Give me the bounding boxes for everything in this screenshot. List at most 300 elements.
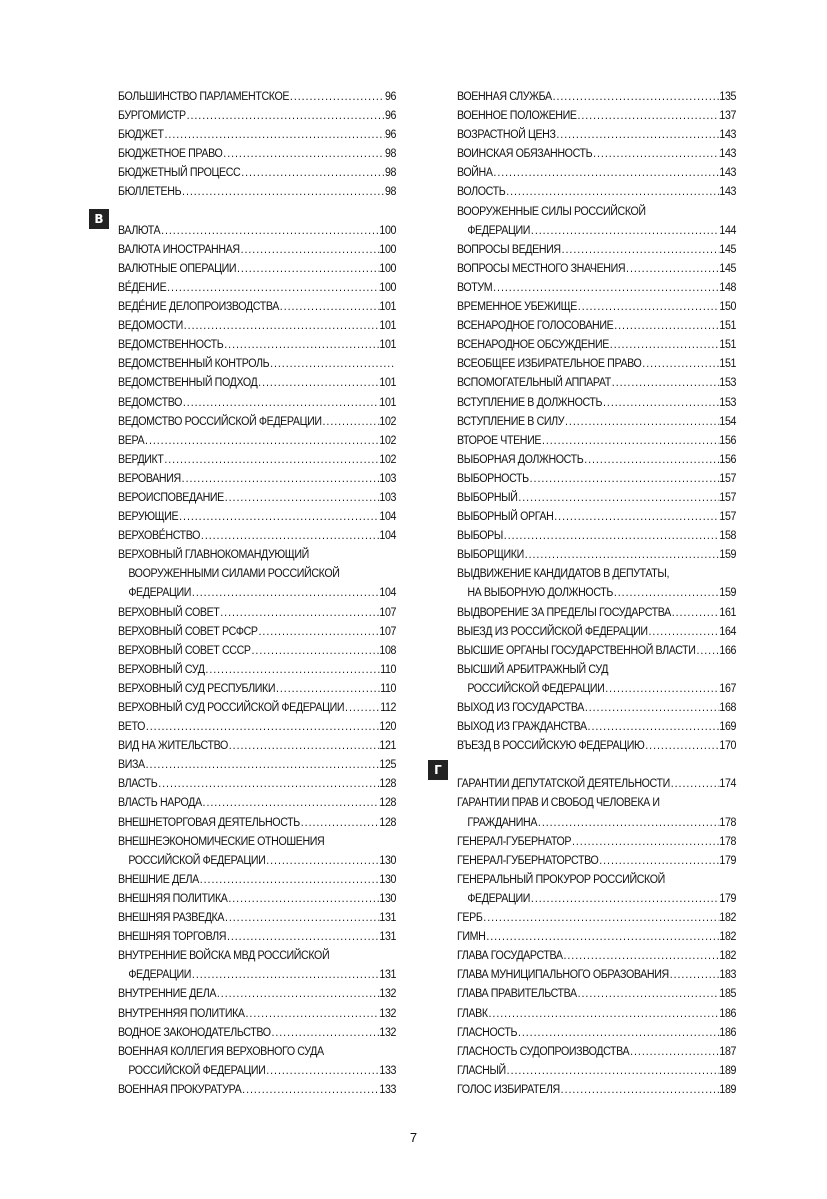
dot-leader [564, 412, 719, 431]
dot-leader [492, 278, 719, 297]
index-entry [457, 889, 736, 908]
index-entry [457, 431, 736, 450]
index-page-number: 132 [379, 986, 397, 1001]
index-entry [457, 373, 736, 392]
index-term: ВНУТРЕННИЕ ВОЙСКА МВД РОССИЙСКОЙ [118, 948, 330, 963]
dot-leader [181, 182, 385, 201]
index-term: ВТОРОЕ ЧТЕНИЕ [457, 432, 542, 447]
index-term: ВНЕШНЕТОРГОВАЯ ДЕЯТЕЛЬНОСТЬ [118, 814, 300, 829]
dot-leader [611, 373, 719, 392]
index-term: ВОЕННОЕ ПОЛОЖЕНИЕ [457, 108, 577, 123]
index-term: ВОПРОСЫ ВЕДЕНИЯ [457, 241, 561, 256]
index-page-number: 133 [379, 1081, 397, 1096]
index-column-left [118, 87, 396, 1099]
dot-leader [157, 774, 379, 793]
dot-leader [216, 984, 379, 1003]
index-page-number: 182 [719, 910, 737, 925]
index-page-number: 166 [719, 642, 737, 657]
index-term: ВАЛЮТНЫЕ ОПЕРАЦИИ [118, 260, 237, 275]
index-term: ВОЗРАСТНОЙ ЦЕНЗ [457, 127, 556, 142]
dot-leader [275, 679, 380, 698]
index-page-number: 132 [379, 1005, 397, 1020]
index-term: ВОЕННАЯ КОЛЛЕГИЯ ВЕРХОВНОГО СУДА [118, 1043, 324, 1058]
dot-leader [518, 488, 720, 507]
dot-leader [145, 717, 379, 736]
dot-leader [537, 813, 719, 832]
index-entry [118, 144, 396, 163]
index-page-number: 145 [719, 260, 737, 275]
index-entry [118, 297, 396, 316]
dot-leader [199, 870, 380, 889]
dot-leader [219, 603, 379, 622]
index-entry [457, 927, 736, 946]
index-term: ФЕДЕРАЦИИ [128, 585, 192, 600]
index-entry [118, 545, 396, 564]
index-term: ВЕРХОВНЫЙ СУД РОССИЙСКОЙ ФЕДЕРАЦИИ [118, 700, 345, 714]
index-entry [457, 202, 736, 221]
index-page-number: 104 [379, 585, 397, 600]
dot-leader [223, 335, 379, 354]
index-term: ГАРАНТИИ ДЕПУТАТСКОЙ ДЕЯТЕЛЬНОСТИ [457, 776, 670, 791]
dot-leader [530, 889, 719, 908]
index-page-number: 186 [719, 1024, 737, 1039]
index-page-number: 112 [380, 700, 397, 714]
index-entry [118, 564, 396, 583]
index-page-number: 108 [379, 642, 397, 657]
index-term: ФЕДЕРАЦИИ [128, 967, 192, 982]
dot-leader [144, 431, 379, 450]
index-term: ВСЕНАРОДНОЕ ГОЛОСОВАНИЕ [457, 318, 614, 333]
index-term: ВЕРУЮЩИЕ [118, 509, 179, 524]
index-page-number: 101 [379, 375, 397, 390]
index-term: ВАЛЮТА [118, 222, 161, 237]
index-page-number: 135 [719, 89, 737, 103]
dot-leader [592, 144, 719, 163]
dot-leader [609, 335, 719, 354]
dot-leader [186, 106, 385, 125]
index-entry [457, 450, 736, 469]
index-page-number: 144 [719, 222, 737, 237]
index-term: ГЕНЕРАЛ-ГУБЕРНАТОР [457, 833, 572, 848]
index-page-number: 161 [719, 604, 737, 619]
index-entry [457, 832, 736, 851]
index-entry [118, 87, 396, 106]
index-entry [457, 736, 736, 755]
index-entry [457, 316, 736, 335]
dot-leader [552, 87, 720, 106]
index-term: ВНЕШНЕЭКОНОМИЧЕСКИЕ ОТНОШЕНИЯ [118, 833, 325, 848]
dot-leader [583, 450, 719, 469]
index-entry [118, 793, 396, 812]
index-page-number: 187 [719, 1043, 737, 1058]
index-entry [457, 221, 736, 240]
index-term: ВСТУПЛЕНИЕ В ДОЛЖНОСТЬ [457, 394, 603, 409]
index-page-number: 96 [384, 89, 397, 103]
index-page-number: 148 [719, 279, 737, 294]
dot-leader [670, 774, 720, 793]
index-page-number: 189 [719, 1081, 737, 1096]
index-term: ВЕРХОВЕ́НСТВО [118, 528, 201, 543]
index-entry [457, 393, 736, 412]
index-term: ВСТУПЛЕНИЕ В СИЛУ [457, 413, 565, 428]
index-term: ВЪЕЗД В РОССИЙСКУЮ ФЕДЕРАЦИЮ [457, 738, 645, 753]
index-page-number: 164 [719, 623, 737, 638]
dot-leader [257, 373, 379, 392]
index-entry [457, 698, 736, 717]
dot-leader [648, 622, 720, 641]
index-entry [118, 431, 396, 450]
section-gap [118, 202, 396, 221]
index-term: ВЕДОМСТВЕННОСТЬ [118, 337, 224, 352]
index-term: ВЛАСТЬ НАРОДА [118, 795, 202, 810]
index-term: БЮЛЛЕТЕНЬ [118, 184, 182, 199]
index-entry [457, 813, 736, 832]
index-term: ВЕДОМСТВЕННЫЙ КОНТРОЛЬ [118, 356, 270, 371]
index-term: ВЕДОМСТВЕННЫЙ ПОДХОД [118, 375, 258, 390]
index-entry [457, 1004, 736, 1023]
index-term: ВНЕШНИЕ ДЕЛА [118, 871, 199, 886]
index-entry [118, 393, 396, 412]
dot-leader [240, 240, 380, 259]
index-page-number: 158 [719, 528, 737, 543]
index-entry [118, 316, 396, 335]
dot-leader [160, 221, 379, 240]
index-entry [457, 278, 736, 297]
dot-leader [613, 583, 719, 602]
index-term: РОССИЙСКОЙ ФЕДЕРАЦИИ [128, 852, 266, 867]
index-page-number: 103 [379, 470, 397, 485]
index-entry [118, 984, 396, 1003]
index-entry [457, 545, 736, 564]
index-page-number: 150 [719, 299, 737, 314]
index-term: ВСПОМОГАТЕЛЬНЫЙ АППАРАТ [457, 375, 611, 390]
dot-leader [577, 297, 719, 316]
index-term: БЮДЖЕТНЫЙ ПРОЦЕСС [118, 165, 241, 180]
index-term: ВЕ́ДЕНИЕ [118, 279, 167, 294]
index-page-number: 100 [379, 279, 397, 294]
index-entry [118, 603, 396, 622]
index-page-number: 151 [719, 356, 737, 371]
index-entry [457, 182, 736, 201]
index-term: ВИЗА [118, 757, 145, 772]
index-entry [457, 622, 736, 641]
index-entry [457, 240, 736, 259]
index-term: ВЕДОМСТВО [118, 394, 183, 409]
index-term: ВОДНОЕ ЗАКОНОДАТЕЛЬСТВО [118, 1024, 271, 1039]
dot-leader [503, 526, 719, 545]
index-entry [118, 583, 396, 602]
index-page-number: 179 [719, 890, 737, 905]
index-entry [118, 354, 396, 373]
index-entry [118, 259, 396, 278]
index-column-right [457, 87, 736, 1099]
index-term: ВЕДОМОСТИ [118, 318, 183, 333]
index-term: ВЫБОРНАЯ ДОЛЖНОСТЬ [457, 451, 584, 466]
index-term: ВНЕШНЯЯ ТОРГОВЛЯ [118, 929, 227, 944]
dot-leader [629, 1042, 719, 1061]
index-page-number: 131 [379, 967, 397, 982]
index-term: ГЕНЕРАЛЬНЫЙ ПРОКУРОР РОССИЙСКОЙ [457, 871, 665, 886]
index-term: БЮДЖЕТНОЕ ПРАВО [118, 146, 223, 161]
dot-leader [322, 412, 380, 431]
index-entry [457, 851, 736, 870]
section-letter-v: В [89, 209, 109, 229]
index-page-number: 110 [380, 680, 397, 695]
index-entry [118, 182, 396, 201]
index-entry [118, 660, 396, 679]
dot-leader [200, 526, 379, 545]
index-entry [457, 1080, 736, 1099]
index-page-number: 128 [379, 776, 397, 791]
index-page-number: 189 [719, 1062, 737, 1077]
dot-leader [541, 431, 719, 450]
index-term: ВЫБОРЩИКИ [457, 547, 524, 562]
dot-leader [240, 163, 385, 182]
index-entry [118, 488, 396, 507]
index-term: БЮДЖЕТ [118, 127, 164, 142]
index-page-number: 125 [379, 757, 397, 772]
index-entry [118, 507, 396, 526]
index-term: ВЫДВОРЕНИЕ ЗА ПРЕДЕЛЫ ГОСУДАРСТВА [457, 604, 671, 619]
index-entry [457, 660, 736, 679]
dot-leader [191, 965, 379, 984]
index-term: ВЕРХОВНЫЙ ГЛАВНОКОМАНДУЮЩИЙ [118, 547, 309, 562]
dot-leader [300, 813, 380, 832]
index-term: ВЕДОМСТВО РОССИЙСКОЙ ФЕДЕРАЦИИ [118, 413, 322, 428]
index-page-number: 174 [719, 776, 737, 791]
index-term: ВЕРХОВНЫЙ СОВЕТ [118, 604, 220, 619]
index-term: ВЫБОРНЫЙ [457, 489, 518, 504]
index-entry [118, 717, 396, 736]
index-term: ВОЕННАЯ СЛУЖБА [457, 89, 552, 103]
dot-leader [265, 851, 379, 870]
dot-leader [530, 221, 719, 240]
index-page-number: 98 [384, 184, 397, 199]
index-page-number: 98 [384, 165, 397, 180]
index-page-number: 102 [379, 413, 397, 428]
index-term: ВАЛЮТА ИНОСТРАННАЯ [118, 241, 240, 256]
index-term: ГЛАВК [457, 1005, 488, 1020]
index-page-number: 110 [380, 661, 397, 676]
index-page-number: 145 [719, 241, 737, 256]
index-entry [118, 163, 396, 182]
index-term: ГЛАВА МУНИЦИПАЛЬНОГО ОБРАЗОВАНИЯ [457, 967, 669, 982]
index-page-number: 186 [719, 1005, 737, 1020]
index-entry [457, 984, 736, 1003]
dot-leader [245, 1004, 380, 1023]
index-page-number: 107 [379, 604, 397, 619]
index-entry [118, 412, 396, 431]
index-term: ВСЕОБЩЕЕ ИЗБИРАТЕЛЬНОЕ ПРАВО [457, 356, 642, 371]
dot-leader [644, 736, 719, 755]
index-page-number: 182 [719, 929, 737, 944]
index-page-number: 133 [379, 1062, 397, 1077]
index-term: ВЕРХОВНЫЙ СУД [118, 661, 205, 676]
index-term: ГЕРБ [457, 910, 483, 925]
index-entry [457, 1042, 736, 1061]
dot-leader [671, 603, 720, 622]
index-entry [118, 221, 396, 240]
index-entry [457, 507, 736, 526]
index-entry [118, 450, 396, 469]
index-term: ВЫСШИЙ АРБИТРАЖНЫЙ СУД [457, 661, 609, 676]
index-term: РОССИЙСКОЙ ФЕДЕРАЦИИ [128, 1062, 266, 1077]
dot-leader [205, 660, 381, 679]
index-page-number: 156 [719, 432, 737, 447]
index-entry [118, 889, 396, 908]
index-entry [457, 259, 736, 278]
index-term: ГАРАНТИИ ПРАВ И СВОБОД ЧЕЛОВЕКА И [457, 795, 660, 810]
index-term: ВИД НА ЖИТЕЛЬСТВО [118, 738, 228, 753]
dot-leader [163, 450, 379, 469]
index-term: ГЛАВА ГОСУДАРСТВА [457, 948, 563, 963]
index-page-number: 128 [379, 814, 397, 829]
dot-leader [228, 889, 380, 908]
index-page-number: 104 [379, 528, 397, 543]
index-term: ВООРУЖЕННЫМИ СИЛАМИ РОССИЙСКОЙ [128, 566, 340, 581]
index-page-number: 104 [379, 509, 397, 524]
dot-leader [181, 469, 380, 488]
dot-leader [571, 832, 719, 851]
index-entry [118, 641, 396, 660]
index-page-number: 120 [379, 719, 397, 734]
index-term: ВРЕМЕННОЕ УБЕЖИЩЕ [457, 299, 577, 314]
dot-leader [178, 507, 379, 526]
index-entry [118, 813, 396, 832]
index-page-number: 102 [379, 432, 397, 447]
dot-leader [577, 984, 720, 1003]
index-page-number: 101 [379, 337, 397, 352]
index-entry [118, 526, 396, 545]
index-term: ГЛАСНОСТЬ [457, 1024, 518, 1039]
index-page-number: 98 [384, 146, 397, 161]
index-term: ВЫЕЗД ИЗ РОССИЙСКОЙ ФЕДЕРАЦИИ [457, 623, 648, 638]
index-page-number: 121 [379, 738, 397, 753]
dot-leader [164, 125, 385, 144]
index-page-number: 102 [379, 451, 397, 466]
index-entry [118, 832, 396, 851]
index-entry [457, 564, 736, 583]
dot-leader [258, 622, 380, 641]
index-term: ГИМН [457, 929, 486, 944]
index-entry [118, 965, 396, 984]
page-number: 7 [409, 1130, 418, 1145]
index-page-number: 168 [719, 700, 737, 714]
index-term: ВСЕНАРОДНОЕ ОБСУЖДЕНИЕ [457, 337, 609, 352]
index-page-number: 153 [719, 375, 737, 390]
index-entry [118, 1023, 396, 1042]
index-page-number: 100 [379, 260, 397, 275]
index-entry [457, 488, 736, 507]
index-page-number: 96 [384, 108, 397, 123]
index-page-number: 156 [719, 451, 737, 466]
index-page-number: 128 [379, 795, 397, 810]
index-term: ВОТУМ [457, 279, 493, 294]
index-page-number: 169 [719, 719, 737, 734]
index-term: ВЕРА [118, 432, 145, 447]
dot-leader [488, 1004, 720, 1023]
index-term: ВОПРОСЫ МЕСТНОГО ЗНАЧЕНИЯ [457, 260, 626, 275]
index-page-number: 178 [719, 833, 737, 848]
index-entry [457, 335, 736, 354]
index-entry [118, 679, 396, 698]
dot-leader [577, 106, 720, 125]
index-term: БУРГОМИСТР [118, 108, 186, 123]
index-page-number: 132 [379, 1024, 397, 1039]
dot-leader [191, 583, 379, 602]
index-entry [457, 717, 736, 736]
index-term: ВЫСШИЕ ОРГАНЫ ГОСУДАРСТВЕННОЙ ВЛАСТИ [457, 642, 696, 657]
index-entry [118, 1080, 396, 1099]
dot-leader [279, 297, 379, 316]
index-page-number: 143 [719, 184, 737, 199]
index-term: ВОЙНА [457, 165, 493, 180]
index-entry [118, 870, 396, 889]
index-term: ВЫБОРНЫЙ ОРГАН [457, 509, 554, 524]
index-term: ВНЕШНЯЯ РАЗВЕДКА [118, 910, 225, 925]
index-term: ВЫБОРНОСТЬ [457, 470, 529, 485]
dot-leader [696, 641, 720, 660]
index-term: ВНУТРЕННИЕ ДЕЛА [118, 986, 217, 1001]
index-term: ВЕДЕ́НИЕ ДЕЛОПРОИЗВОДСТВА [118, 299, 279, 314]
index-term: ВЛАСТЬ [118, 776, 158, 791]
index-entry [457, 870, 736, 889]
index-page-number: 100 [379, 222, 397, 237]
index-page-number: 185 [719, 986, 737, 1001]
index-entry [457, 1061, 736, 1080]
index-entry [457, 965, 736, 984]
index-entry [457, 679, 736, 698]
index-entry [118, 106, 396, 125]
dot-leader [556, 125, 720, 144]
dot-leader [182, 393, 379, 412]
index-entry [118, 622, 396, 641]
dot-leader [625, 259, 719, 278]
index-entry [118, 335, 396, 354]
dot-leader [344, 698, 380, 717]
index-term: ВЫДВИЖЕНИЕ КАНДИДАТОВ В ДЕПУТАТЫ, [457, 566, 670, 581]
index-term: ГЕНЕРАЛ-ГУБЕРНАТОРСТВО [457, 852, 599, 867]
index-term: ВНУТРЕННЯЯ ПОЛИТИКА [118, 1005, 245, 1020]
index-page-number: 101 [379, 394, 397, 409]
dot-leader [236, 259, 379, 278]
index-entry [457, 87, 736, 106]
dot-leader [166, 278, 379, 297]
index-term: ВОИНСКАЯ ОБЯЗАННОСТЬ [457, 146, 593, 161]
index-entry [457, 412, 736, 431]
dot-leader [493, 163, 720, 182]
index-term: БОЛЬШИНСТВО ПАРЛАМЕНТСКОЕ [118, 89, 290, 103]
index-term: ВЕРОИСПОВЕДАНИЕ [118, 489, 224, 504]
dot-leader [524, 545, 720, 564]
dot-leader [241, 1080, 379, 1099]
index-entry [457, 469, 736, 488]
index-page-number: 101 [379, 318, 397, 333]
index-entry [457, 641, 736, 660]
dot-leader [222, 144, 385, 163]
dot-leader [560, 1080, 720, 1099]
index-page-number: 182 [719, 948, 737, 963]
dot-leader [485, 927, 719, 946]
index-term: ФЕДЕРАЦИИ [467, 222, 531, 237]
index-entry [457, 125, 736, 144]
index-term: НА ВЫБОРНУЮ ДОЛЖНОСТЬ [467, 585, 614, 600]
index-term: ГРАЖДАНИНА [467, 814, 538, 829]
index-term: ВЫХОД ИЗ ГОСУДАРСТВА [457, 700, 584, 714]
index-entry [457, 163, 736, 182]
index-page-number: 143 [719, 127, 737, 142]
index-entry [118, 908, 396, 927]
